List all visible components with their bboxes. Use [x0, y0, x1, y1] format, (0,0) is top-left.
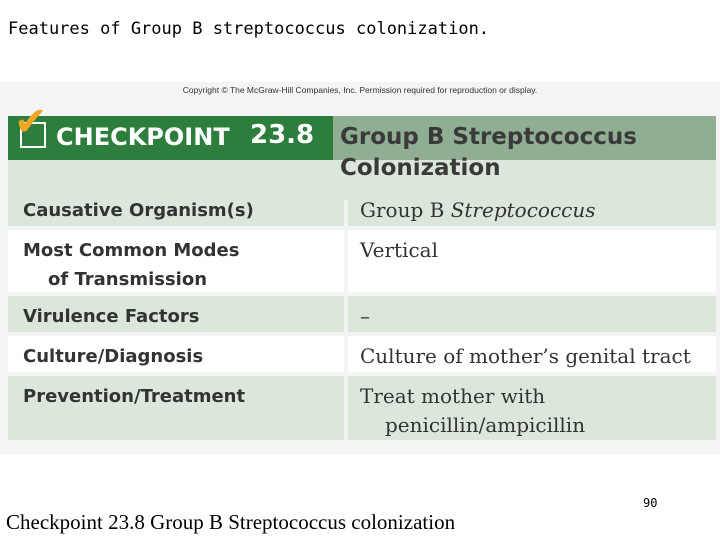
row-label-cell	[8, 376, 344, 440]
features-table	[8, 190, 716, 520]
row-value-text: Group B	[360, 198, 451, 222]
row-value-cell	[348, 190, 716, 226]
row-value	[360, 196, 596, 225]
row-value-cell	[348, 376, 716, 440]
table-row	[8, 336, 716, 372]
row-value: Vertical	[360, 238, 438, 262]
heading-line-1: Group B Streptococcus	[340, 124, 637, 150]
row-label-cell	[8, 336, 344, 372]
checkpoint-label-block	[8, 99, 333, 160]
heading-line-2: Colonization	[340, 155, 501, 181]
row-label-line-1: Most Common Modes	[23, 240, 240, 261]
row-value	[360, 382, 585, 440]
row-label: Virulence Factors	[23, 306, 200, 327]
checkpoint-heading	[340, 122, 716, 184]
table-row	[8, 230, 716, 292]
footer-caption: Checkpoint 23.8 Group B Streptococcus colonization	[6, 510, 456, 534]
row-value-line-1: Treat mother with	[360, 384, 546, 408]
row-label: Prevention/Treatment	[23, 386, 246, 407]
copyright-notice: Copyright © The McGraw-Hill Companies, Inc. Permission required for reproduction or display.	[182, 85, 538, 95]
checkpoint-label: CHECKPOINT	[56, 123, 230, 151]
row-value-cell	[348, 296, 716, 332]
slide-title: Features of Group B streptococcus colonization.	[8, 19, 490, 39]
row-label-cell	[8, 296, 344, 332]
row-value-cell	[348, 230, 716, 292]
row-label: Culture/Diagnosis	[23, 346, 204, 367]
row-value-cell	[348, 336, 716, 372]
row-label	[23, 236, 239, 294]
table-row	[8, 296, 716, 332]
table-row	[8, 376, 716, 440]
row-value-italic: Streptococcus	[450, 198, 596, 222]
row-label: Causative Organism(s)	[23, 200, 254, 221]
row-label-cell	[8, 230, 344, 292]
row-value: Culture of mother’s genital tract	[360, 344, 691, 368]
checkpoint-number: 23.8	[250, 120, 315, 150]
page-number: 90	[643, 496, 658, 510]
checkpoint-figure	[0, 82, 720, 454]
row-label-cell	[8, 190, 344, 226]
row-label-line-2: of Transmission	[48, 269, 208, 290]
table-row	[8, 190, 716, 226]
row-value: –	[360, 304, 370, 328]
checkmark-icon: ✔	[14, 99, 48, 145]
row-value-line-2: penicillin/ampicillin	[385, 413, 586, 437]
